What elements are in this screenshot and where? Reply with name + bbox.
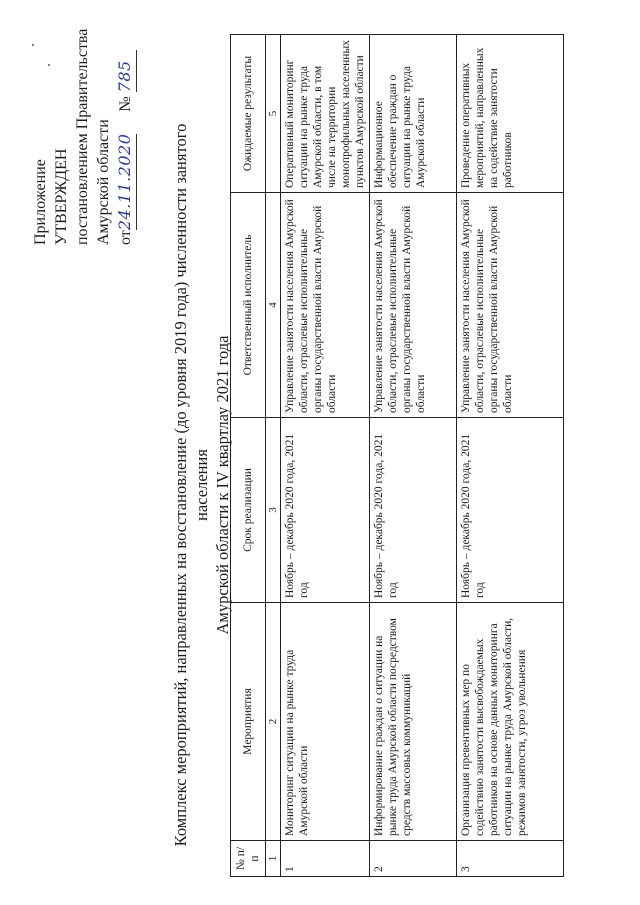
- row-number: 3: [457, 841, 564, 877]
- row-number: 2: [370, 841, 457, 877]
- column-index-row: [266, 35, 281, 877]
- row-result: Проведение оперативных мероприятий, направленных на содействие занятости работников: [457, 35, 564, 193]
- approval-date-line: [114, 5, 137, 245]
- row-executor: Управление занятости населения Амурской области, отраслевые исполнительные органы государственной власти Амурской области: [457, 193, 564, 418]
- row-period: Ноябрь – декабрь 2020 года, 2021 год: [281, 418, 370, 603]
- table-row: [457, 35, 564, 877]
- column-index: 3: [266, 418, 281, 603]
- row-executor: Управление занятости населения Амурской области, отраслевые исполнительные органы государственной власти Амурской области: [370, 193, 457, 418]
- header-result: Ожидаемые результаты: [231, 35, 266, 193]
- title-line-1: Комплекс мероприятий, направленных на восстановление (до уровня 2019 года) численности занятого населения: [171, 123, 211, 847]
- row-number: 1: [281, 841, 370, 877]
- row-activity: Организация превентивных мер по содействию занятости высвобождаемых работников на основе данных мониторинга ситуации на рынке труда Амурской области, режимов занятости, угроз увольнения: [457, 603, 564, 841]
- column-index: 5: [266, 35, 281, 193]
- column-index: 2: [266, 603, 281, 841]
- column-index: 4: [266, 193, 281, 418]
- row-activity: Информирование граждан о ситуации на рынке труда Амурской области посредством средств массовых коммуникаций: [370, 603, 457, 841]
- title-line-2: Амурской области к IV квартлау 2021 года: [213, 335, 232, 635]
- approval-line-1: Приложение: [32, 159, 49, 245]
- approval-block: [30, 5, 137, 245]
- handwritten-date: 24.11.2020: [115, 133, 134, 231]
- table-row: [370, 35, 457, 877]
- table-row: [281, 35, 370, 877]
- approval-line-2: УТВЕРЖДЕН: [53, 148, 70, 245]
- row-activity: Мониторинг ситуации на рынке труда Амурской области: [281, 603, 370, 841]
- column-index: 1: [266, 841, 281, 877]
- document-title: [170, 95, 233, 875]
- header-number: № п/п: [231, 841, 266, 877]
- handwritten-number: 785: [115, 60, 134, 93]
- number-prefix: №: [117, 96, 134, 112]
- row-period: Ноябрь – декабрь 2020 года, 2021 год: [370, 418, 457, 603]
- table-header-row: [231, 35, 266, 877]
- header-activity: Мероприятия: [231, 603, 266, 841]
- row-result: Информационное обеспечение граждан о ситуации на рынке труда Амурской области: [370, 35, 457, 193]
- header-period: Срок реализации: [231, 418, 266, 603]
- approval-line-3: постановлением Правительства: [74, 28, 91, 245]
- row-result: Оперативный мониторинг ситуации на рынке труда Амурской области, в том числе на территории монопрофильных населенных пунктов Амурской области: [281, 35, 370, 193]
- row-executor: Управление занятости населения Амурской области, отраслевые исполнительные органы государственной власти Амурской области: [281, 193, 370, 418]
- approval-line-4: Амурской области: [95, 119, 112, 245]
- header-executor: Ответственный исполнитель: [231, 193, 266, 418]
- row-period: Ноябрь – декабрь 2020 года, 2021 год: [457, 418, 564, 603]
- date-prefix: от: [117, 230, 134, 245]
- measures-table: [230, 34, 564, 877]
